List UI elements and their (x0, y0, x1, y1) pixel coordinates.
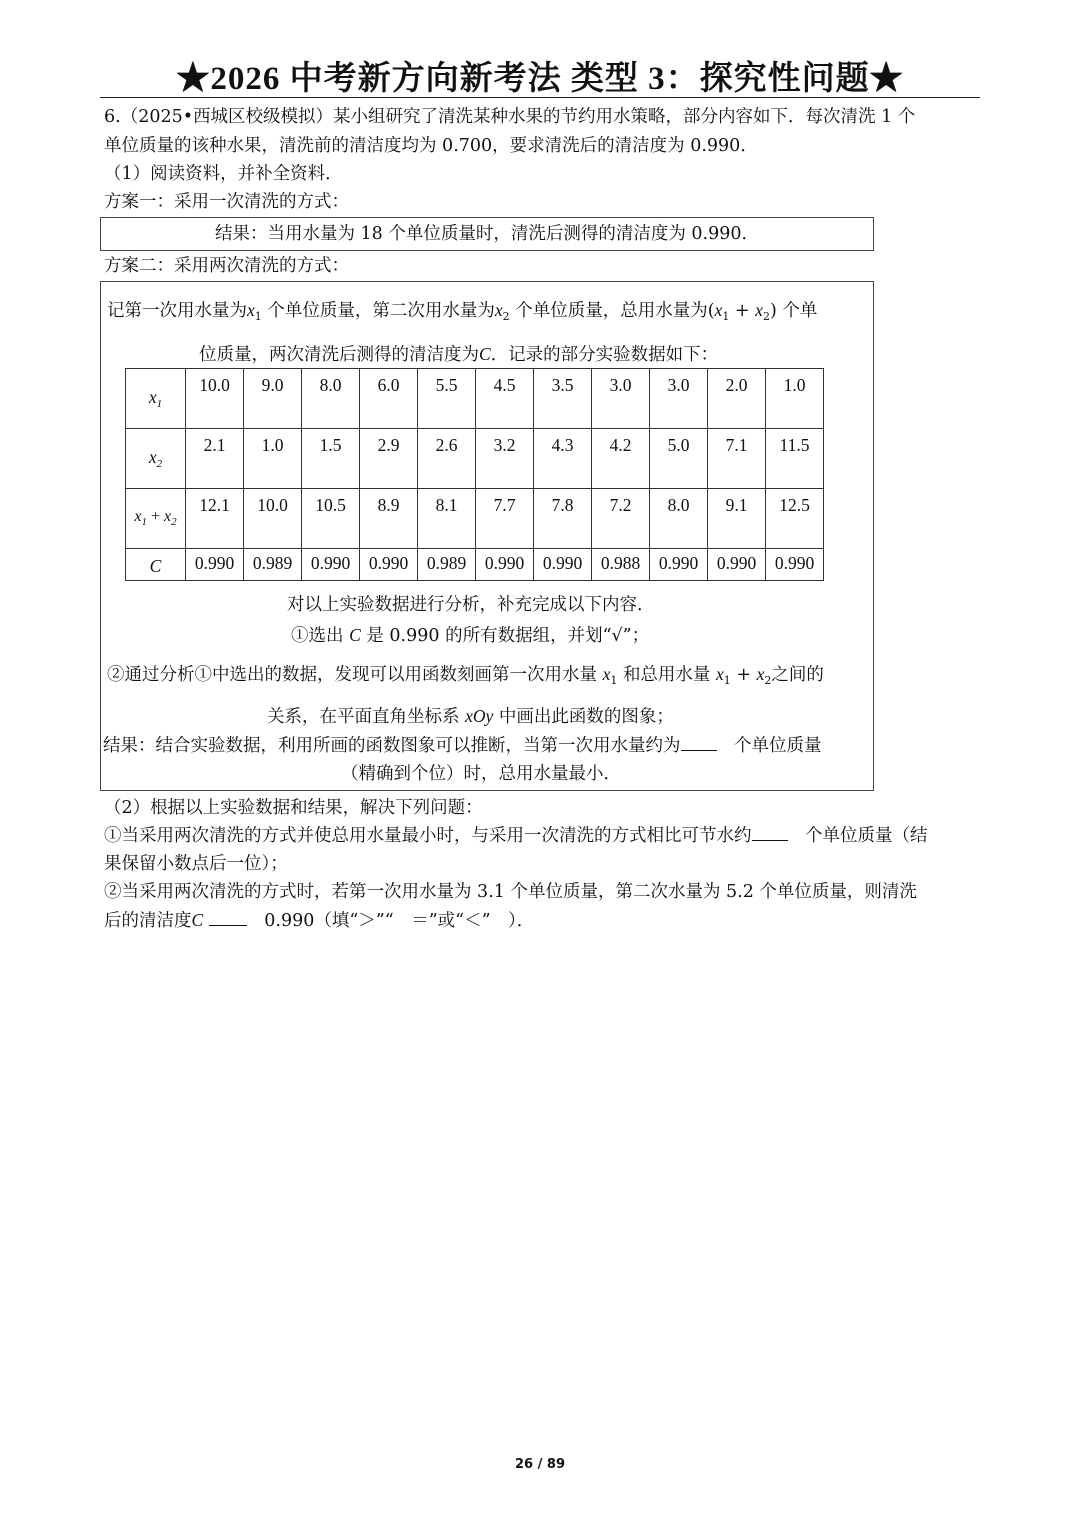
text-span: 结果：结合实验数据，利用所画的函数图象可以推断，当第一次用水量约为 (103, 736, 681, 756)
table-cell: 0.989 (418, 549, 476, 581)
table-cell: 2.0 (708, 369, 766, 429)
var-x: x (134, 508, 142, 525)
table-cell: 0.990 (360, 549, 418, 581)
plus-sign: + (736, 665, 752, 685)
paren: ) (769, 301, 777, 321)
table-row (126, 429, 824, 489)
step1-text (291, 623, 649, 648)
table-cell: 10.0 (186, 369, 244, 429)
table-cell: 0.990 (476, 549, 534, 581)
page-number (0, 1457, 1080, 1472)
var-x: x (755, 300, 763, 320)
page-separator: / (537, 1457, 543, 1472)
var-x: x (494, 300, 503, 320)
text-span: ①选出 (291, 626, 344, 646)
table-cell: 9.0 (244, 369, 302, 429)
subscript: 2 (156, 457, 163, 470)
text-span: ②通过分析①中选出的数据，发现可以用函数刻画第一次用水量 (107, 665, 597, 685)
subscript: 1 (254, 310, 262, 323)
result-line1 (103, 734, 822, 758)
table-cell: 2.1 (186, 429, 244, 489)
question2-line2 (104, 908, 534, 933)
var-x: x (756, 664, 765, 684)
plus-sign: + (150, 508, 161, 525)
current-page: 26 (515, 1457, 534, 1472)
text-span: 个单位质量（结 (805, 826, 928, 846)
table-cell: 10.5 (302, 489, 360, 549)
answer-blank[interactable] (681, 734, 717, 751)
table-row (126, 489, 824, 549)
row-header-x2 (126, 429, 186, 489)
table-cell: 3.5 (534, 369, 592, 429)
var-x: x (602, 664, 611, 684)
subscript: 2 (502, 310, 510, 323)
plus-sign: + (734, 301, 750, 321)
var-x: x (148, 446, 157, 467)
table-cell: 8.1 (418, 489, 476, 549)
table-cell: 10.0 (244, 489, 302, 549)
table-cell: 11.5 (766, 429, 824, 489)
var-c: C (149, 555, 162, 576)
page-title: ★2026 中考新方向新考法 类型 3：探究性问题★ (176, 61, 904, 97)
table-cell: 7.2 (592, 489, 650, 549)
table-cell: 3.2 (476, 429, 534, 489)
text-span: ．记录的部分实验数据如下： (490, 345, 719, 365)
problem-intro-line1: 6.（2025•西城区校级模拟）某小组研究了清洗某种水果的节约用水策略，部分内容如下．每次清洗 1 个 (104, 107, 916, 127)
plan2-box (100, 281, 874, 791)
plan1-result-text: 结果：当用水量为 18 个单位质量时，清洗后测得的清洁度为 0.990． (214, 224, 760, 244)
text-span: ①当采用两次清洗的方式并使总用水量最小时，与采用一次清洗的方式相比可节水约 (104, 826, 752, 846)
experiment-data-table (125, 368, 824, 581)
table-cell: 4.2 (592, 429, 650, 489)
row-header-sum (126, 489, 186, 549)
subscript: 1 (722, 310, 730, 323)
subscript: 1 (141, 516, 147, 528)
table-cell: 8.0 (302, 369, 360, 429)
text-span: 和总用水量 (622, 665, 711, 685)
table-row (126, 549, 824, 581)
step2-text-line2 (267, 704, 674, 729)
text-span: 0.990（填“＞”“ ＝”或“＜” ）． (264, 911, 535, 931)
step2-text-line1 (107, 662, 824, 693)
problem-intro-line2: 单位质量的该种水果，清洗前的清洁度均为 0.700，要求清洗后的清洁度为 0.990． (104, 136, 758, 156)
text-span: 位质量，两次清洗后测得的清洁度为 (199, 345, 479, 365)
table-cell: 0.990 (186, 549, 244, 581)
question1-line2: 果保留小数点后一位）； (104, 854, 288, 874)
table-cell: 1.0 (244, 429, 302, 489)
total-pages: 89 (546, 1457, 565, 1472)
row-header-x1 (126, 369, 186, 429)
paren: ( (707, 301, 715, 321)
table-cell: 1.0 (766, 369, 824, 429)
result-line2: （精确到个位）时，总用水量最小． (341, 764, 621, 784)
subscript: 1 (610, 674, 618, 687)
plan2-description-line2 (199, 342, 718, 367)
answer-blank[interactable] (752, 824, 788, 841)
text-span: 个单位质量，第二次用水量为 (267, 301, 495, 321)
table-cell: 5.5 (418, 369, 476, 429)
subscript: 2 (762, 310, 770, 323)
table-cell: 6.0 (360, 369, 418, 429)
table-cell: 7.8 (534, 489, 592, 549)
table-cell: 2.6 (418, 429, 476, 489)
row-header-c (126, 549, 186, 581)
table-cell: 0.990 (534, 549, 592, 581)
var-x: x (164, 508, 172, 525)
plan2-title: 方案二：采用两次清洗的方式： (104, 256, 349, 276)
header-divider (100, 97, 980, 98)
table-cell: 5.0 (650, 429, 708, 489)
subscript: 1 (723, 674, 731, 687)
var-x: x (148, 386, 157, 407)
var-x: x (247, 300, 255, 320)
text-span: 个单 (782, 301, 818, 321)
table-cell: 0.990 (766, 549, 824, 581)
table-cell: 0.990 (708, 549, 766, 581)
table-cell: 0.989 (244, 549, 302, 581)
question1-line1 (104, 824, 928, 848)
text-span: 个单位质量 (734, 736, 822, 756)
table-cell: 8.9 (360, 489, 418, 549)
table-cell: 0.988 (592, 549, 650, 581)
table-cell: 1.5 (302, 429, 360, 489)
text-span: 记第一次用水量为 (107, 301, 247, 321)
part1-title: （1）阅读资料，并补全资料． (104, 164, 343, 184)
var-x: x (716, 664, 724, 684)
table-cell: 7.1 (708, 429, 766, 489)
subscript: 1 (156, 397, 163, 410)
table-cell: 0.990 (302, 549, 360, 581)
text-span: 关系，在平面直角坐标系 (267, 707, 460, 727)
var-c: C (349, 625, 361, 645)
table-cell: 3.0 (592, 369, 650, 429)
plan2-description-line1 (107, 298, 817, 329)
table-row (126, 369, 824, 429)
table-cell: 9.1 (708, 489, 766, 549)
question2-line1: ②当采用两次清洗的方式时，若第一次用水量为 3.1 个单位质量，第二次水量为 5.2 个单位质量，则清洗 (104, 882, 917, 902)
subscript: 2 (764, 674, 772, 687)
var-x: x (714, 300, 723, 320)
table-cell: 2.9 (360, 429, 418, 489)
text-span: 是 0.990 的所有数据组，并划“√”； (366, 626, 650, 646)
table-cell: 0.990 (650, 549, 708, 581)
text-span: 中画出此函数的图象； (498, 707, 674, 727)
table-cell: 4.5 (476, 369, 534, 429)
var-c: C (191, 910, 204, 930)
text-span: 之间的 (771, 665, 824, 685)
table-cell: 3.0 (650, 369, 708, 429)
text-span: 个单位质量，总用水量为 (515, 301, 708, 321)
var-xoy: xOy (465, 706, 494, 726)
table-cell: 8.0 (650, 489, 708, 549)
subscript: 2 (171, 516, 177, 528)
table-cell: 12.5 (766, 489, 824, 549)
var-c: C (479, 344, 491, 364)
text-span: 后的清洁度 (104, 911, 192, 931)
plan1-title: 方案一：采用一次清洗的方式： (104, 192, 349, 212)
analysis-intro: 对以上实验数据进行分析，补充完成以下内容． (287, 595, 655, 615)
table-cell: 7.7 (476, 489, 534, 549)
part2-title: （2）根据以上实验数据和结果，解决下列问题： (104, 798, 483, 818)
table-cell: 12.1 (186, 489, 244, 549)
plan1-result-box (100, 217, 874, 251)
answer-blank[interactable] (209, 909, 247, 926)
table-cell: 4.3 (534, 429, 592, 489)
